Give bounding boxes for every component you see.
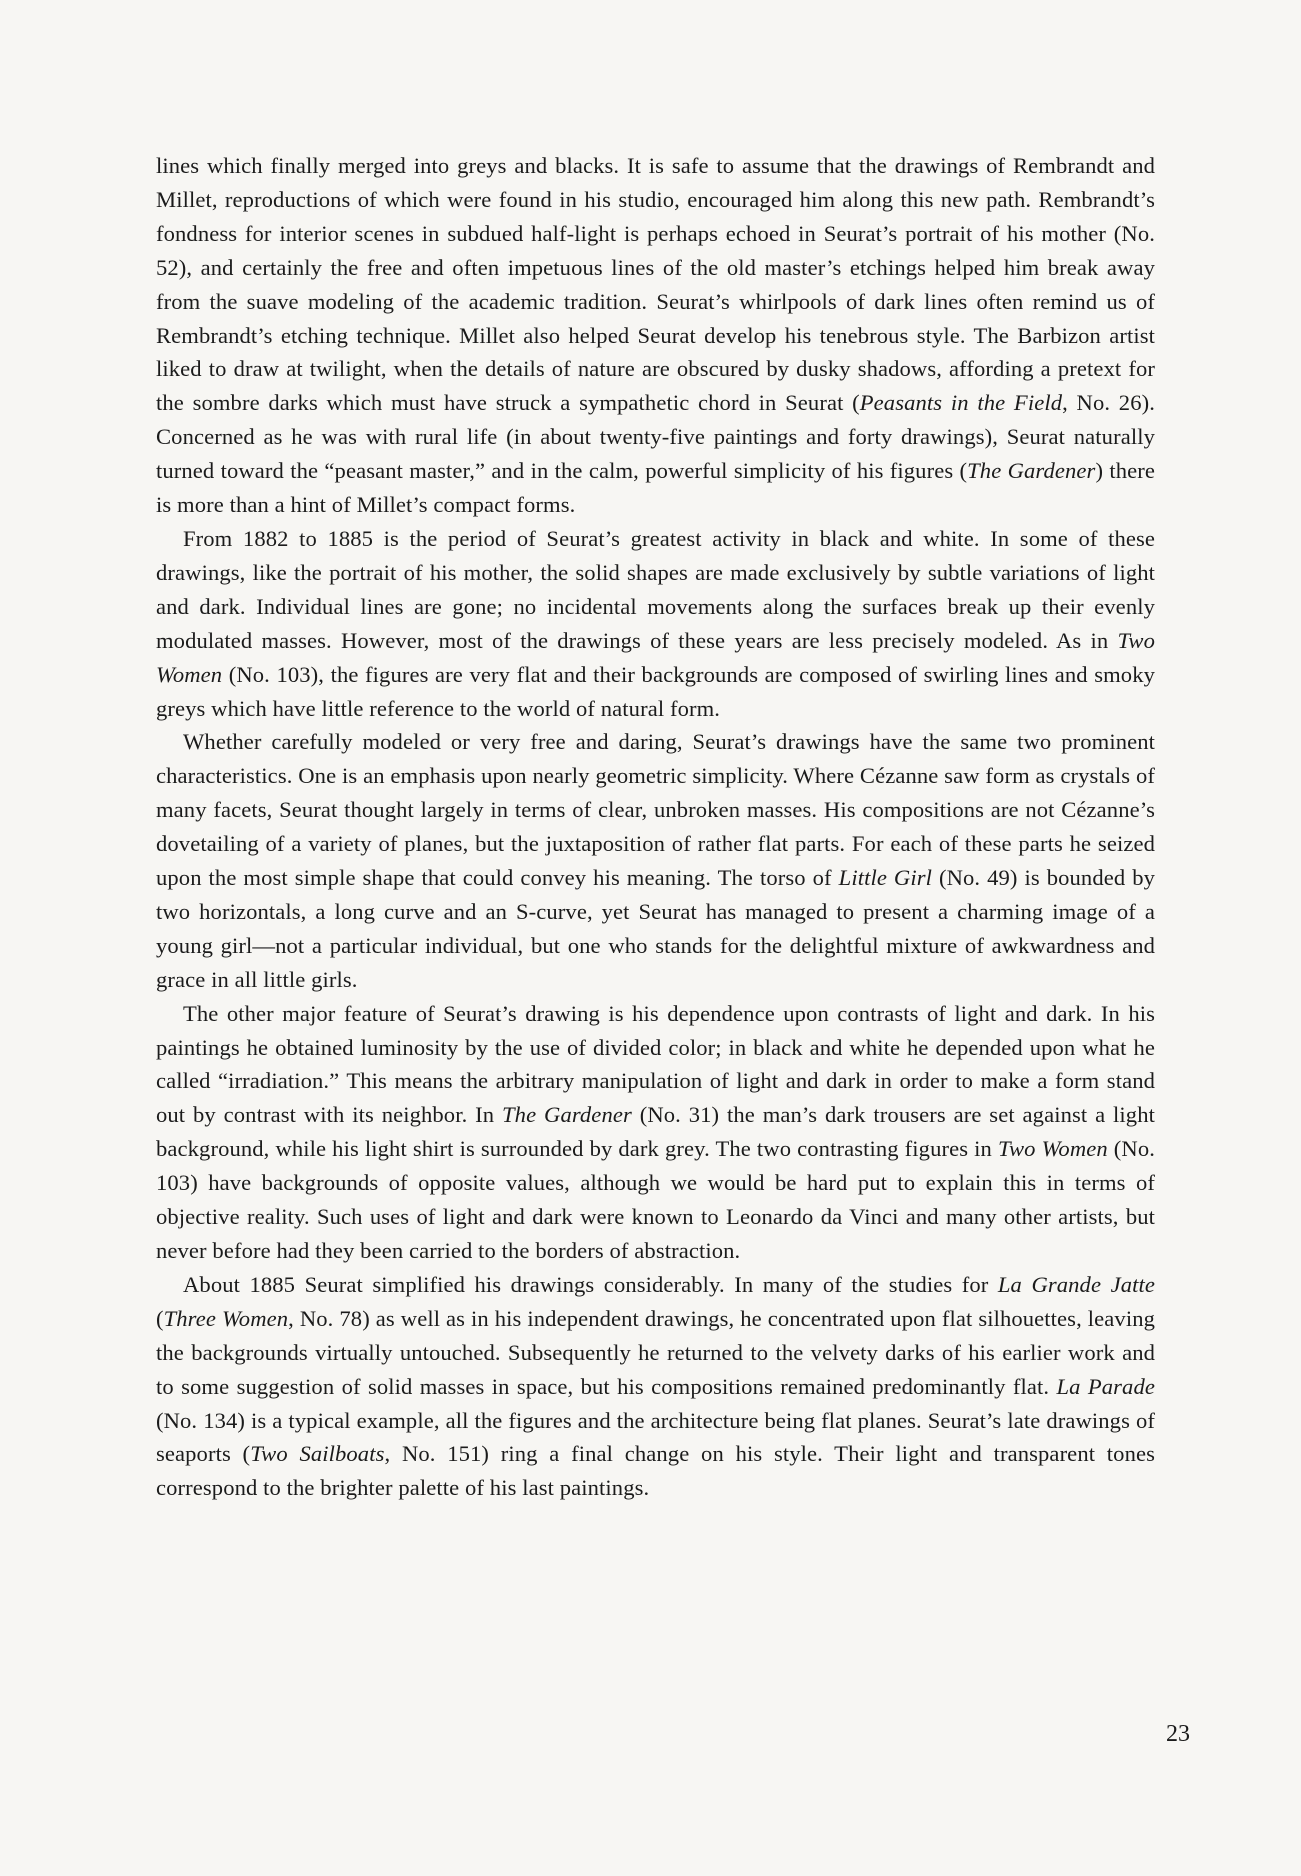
paragraph-5-text: About 1885 Seurat simplified his drawings considerably. In many of the studies for	[183, 1271, 998, 1297]
paragraph-3	[156, 725, 1155, 996]
paragraph-2-text: From 1882 to 1885 is the period of Seurat’s greatest activity in black and white. In some of these drawings, like the portrait of his mother, the solid shapes are made exclusively by subtle variations of light and dark. Individual lines are gone; no incidental movements along the surfaces break up their evenly modulated masses. However, most of the drawings of these years are less precisely modeled. As in	[156, 525, 1155, 653]
title-two-women: Two Women	[156, 627, 1155, 687]
title-three-women: Three Women	[163, 1305, 289, 1331]
paragraph-1-text: , No. 26). Concerned as he was with rural life (in about twenty-five paintings and forty drawings), Seurat naturally turned toward the “peasant master,” and in the calm, powerful simplicity of his figures (	[156, 390, 1155, 484]
paragraph-5-text: (	[156, 1305, 164, 1331]
paragraph-3-text: Whether carefully modeled or very free and daring, Seurat’s drawings have the same two prominent characteristics. One is an emphasis upon nearly geometric simplicity. Where Cézanne saw form as crystals of many facets, Seurat thought largely in terms of clear, unbroken masses. His compositions are not Cézanne’s dovetailing of a variety of planes, but the juxtaposition of rather flat parts. For each of these parts he seized upon the most simple shape that could convey his meaning. The torso of	[156, 729, 1155, 891]
paragraph-4-text: (No. 103) have backgrounds of opposite values, although we would be hard put to explain this in terms of objective reality. Such uses of light and dark were known to Leonardo da Vinci and many other artists, but never before had they been carried to the borders of abstraction.	[156, 1136, 1155, 1263]
title-la-parade: La Parade	[1056, 1373, 1155, 1399]
title-peasants-in-the-field: Peasants in the Field	[859, 390, 1063, 416]
paragraph-4	[156, 997, 1155, 1268]
paragraph-4-text: The other major feature of Seurat’s drawing is his dependence upon contrasts of light and dark. In his paintings he obtained luminosity by the use of divided color; in black and white he depended upon what he called “irradiation.” This means the arbitrary manipulation of light and dark in order to make a form stand out by contrast with its neighbor. In	[156, 1000, 1155, 1128]
title-the-gardener: The Gardener	[967, 458, 1096, 484]
title-la-grande-jatte: La Grande Jatte	[997, 1271, 1155, 1297]
page-number: 23	[1166, 1721, 1190, 1747]
paragraph-3-text: (No. 49) is bounded by two horizontals, a long curve and an S-curve, yet Seurat has managed to present a charming image of a young girl—not a particular individual, but one who stands for the delightful mixture of awkwardness and grace in all little girls.	[156, 865, 1156, 992]
paragraph-2	[156, 522, 1155, 725]
paragraph-2-text: (No. 103), the figures are very flat and their backgrounds are composed of swirling lines and smoky greys which have little reference to the world of natural form.	[156, 661, 1155, 721]
title-two-sailboats: Two Sailboats	[250, 1441, 385, 1467]
title-two-women: Two Women	[997, 1136, 1108, 1162]
title-the-gardener: The Gardener	[502, 1102, 632, 1128]
paragraph-1	[156, 149, 1155, 522]
paragraph-5-text: , No. 151) ring a final change on his style. Their light and transparent tones correspond to the brighter palette of his last paintings.	[156, 1441, 1156, 1501]
paragraph-1-text: lines which finally merged into greys and blacks. It is safe to assume that the drawings of Rembrandt and Millet, reproductions of which were found in his studio, encouraged him along this new path. Rembrandt’s fondness for interior scenes in subdued half-light is perhaps echoed in Seurat’s portrait of his mother (No. 52), and certainly the free and often impetuous lines of the old master’s etchings helped him break away from the suave modeling of the academic tradition. Seurat’s whirlpools of dark lines often remind us of Rembrandt’s etching technique. Millet also helped Seurat develop his tenebrous style. The Barbizon artist liked to draw at twilight, when the details of nature are obscured by dusky shadows, affording a pretext for the sombre darks which must have struck a sympathetic chord in Seurat (	[156, 153, 1155, 416]
paragraph-4-text: (No. 31) the man’s dark trousers are set against a light background, while his light shirt is surrounded by dark grey. The two contrasting figures in	[156, 1102, 1155, 1162]
title-little-girl: Little Girl	[838, 865, 932, 891]
paragraph-5-text: , No. 78) as well as in his independent drawings, he concentrated upon flat silhouettes, leaving the backgrounds virtually untouched. Subsequently he returned to the velvety darks of his earlier work and to some suggestion of solid masses in space, but his compositions remained predominantly flat.	[156, 1305, 1155, 1399]
paragraph-5-text: (No. 134) is a typical example, all the figures and the architecture being flat planes. Seurat’s late drawings of seaports (	[156, 1407, 1155, 1467]
paragraph-1-text: ) there is more than a hint of Millet’s compact forms.	[156, 458, 1156, 518]
body-text	[156, 149, 1155, 1505]
paragraph-5	[156, 1268, 1155, 1505]
